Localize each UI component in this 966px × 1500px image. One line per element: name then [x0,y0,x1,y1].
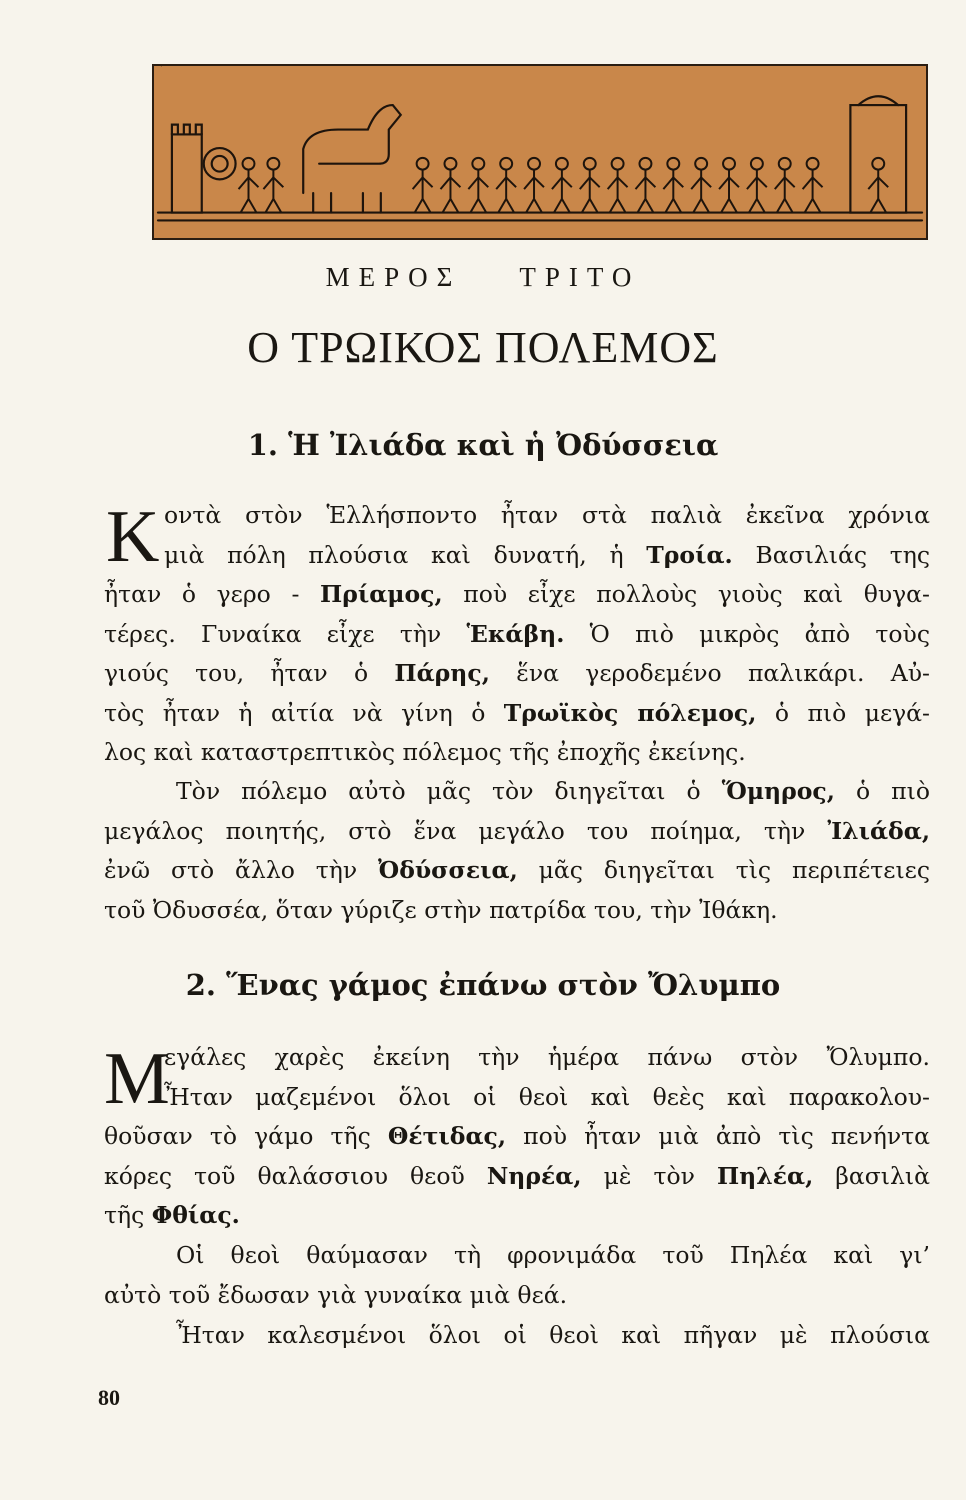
dropcap-k: Κ [106,496,160,578]
text-line: γιούς του, ἦταν ὁ Πάρης, ἕνα γεροδεμένο παλικάρι. Αὐ- [104,659,930,687]
section-1-paragraph-1 [104,496,930,773]
part-label-word-2: ΤΡΙΤΟ [519,262,641,292]
text-line: θοῦσαν τὸ γάμο τῆς Θέτιδας, ποὺ ἦταν μιὰ ἀπὸ τὶς πενήντα [104,1122,930,1150]
text-line: Τὸν πόλεμο αὐτὸ μᾶς τὸν διηγεῖται ὁ Ὅμηρος, ὁ πιὸ [176,777,930,805]
section-2-paragraph-1 [104,1038,930,1236]
text-line: οντὰ στὸν Ἑλλήσποντο ἦταν στὰ παλιὰ ἐκεῖνα χρόνια [164,501,930,529]
section-2-paragraph-3 [104,1316,930,1356]
section-1-heading: 1. Ἡ Ἰλιάδα καὶ ἡ Ὀδύσσεια [247,428,719,462]
text-line: Ἦταν καλεσμένοι ὅλοι οἱ θεοὶ καὶ πῆγαν μὲ πλούσια [176,1321,930,1349]
text-line: τὸς ἦταν ἡ αἰτία νὰ γίνη ὁ Τρωϊκὸς πόλεμος, ὁ πιὸ μεγά- [104,698,930,727]
text-line: Ἦταν μαζεμένοι ὅλοι οἱ θεοὶ καὶ θεὲς καὶ παρακολου- [164,1082,930,1111]
text-line: τοῦ Ὀδυσσέα, ὅταν γύριζε στὴν πατρίδα του, τὴν Ἰθάκη. [104,895,778,924]
text-line: εγάλες χαρὲς ἐκείνη τὴν ἡμέρα πάνω στὸν Ὄλυμπο. [164,1043,930,1071]
page-number: 80 [98,1385,120,1410]
section-2-paragraph-2 [104,1236,930,1315]
text-line: ἦταν ὁ γερο - Πρίαμος, ποὺ εἶχε πολλοὺς γιοὺς καὶ θυγα- [104,580,930,608]
chapter-title: Ο ΤΡΩΙΚΟΣ ΠΟΛΕΜΟΣ [247,323,719,372]
text-line: Οἱ θεοὶ θαύμασαν τὴ φρονιμάδα τοῦ Πηλέα καὶ γι’ [176,1241,930,1269]
dropcap-m: Μ [104,1038,170,1120]
section-1-paragraph-2 [104,772,930,930]
section-2-heading: 2. Ἕνας γάμος ἐπάνω στὸν Ὄλυμπο [185,968,781,1002]
text-line: μιὰ πόλη πλούσια καὶ δυνατή, ἡ Τροία. Βασιλιάς της [164,540,930,569]
text-line: τέρες. Γυναίκα εἶχε τὴν Ἑκάβη. Ὁ πιὸ μικρὸς ἀπὸ τοὺς [104,619,930,648]
text-line: κόρες τοῦ θαλάσσιου θεοῦ Νηρέα, μὲ τὸν Πηλέα, βασιλιὰ [104,1161,930,1190]
text-line: λος καὶ καταστρεπτικὸς πόλεμος τῆς ἐποχῆς ἐκείνης. [104,738,746,766]
trojan-horse-frieze-icon [154,66,926,238]
text-line: τῆς Φθίας. [104,1201,240,1229]
frieze-illustration [152,64,928,240]
text-line: αὐτὸ τοῦ ἔδωσαν γιὰ γυναίκα μιὰ θεά. [104,1280,568,1309]
part-label-word-1: ΜΕΡΟΣ [325,262,462,292]
part-label [0,262,966,293]
text-line: μεγάλος ποιητής, στὸ ἕνα μεγάλο του ποίημα, τὴν Ἰλιάδα, [104,816,930,845]
text-line: ἐνῶ στὸ ἄλλο τὴν Ὀδύσσεια, μᾶς διηγεῖται τὶς περιπέτειες [104,856,930,884]
